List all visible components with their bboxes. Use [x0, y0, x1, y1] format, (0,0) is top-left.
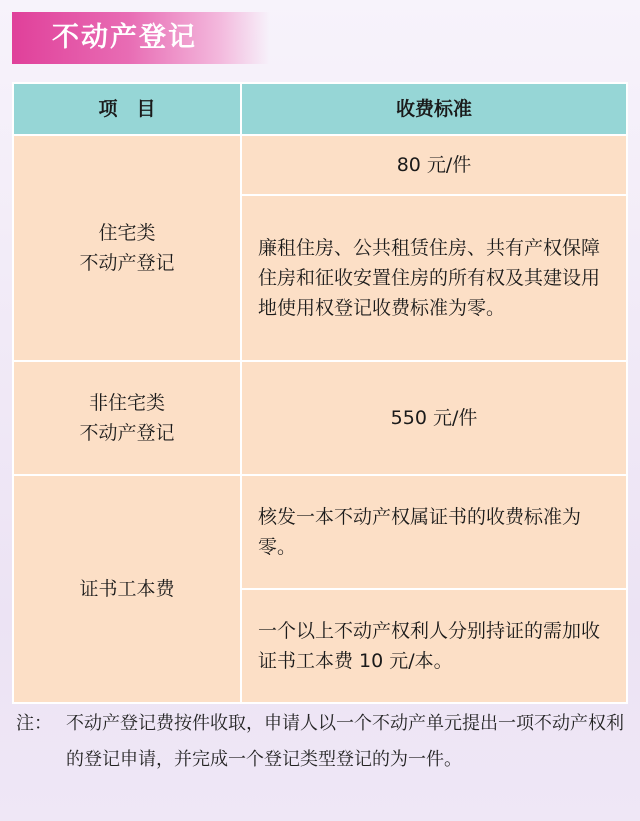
category-line: 非住宅类 — [88, 392, 165, 414]
category-line: 证书工本费 — [79, 578, 175, 600]
category-line: 不动产登记 — [79, 252, 175, 274]
footnote-text: 不动产登记费按件收取，申请人以一个不动产单元提出一项不动产权利的登记申请，并完成一个登记类型登记的为一件。 — [66, 713, 624, 770]
category-cell — [13, 475, 241, 703]
standard-cell: 核发一本不动产权属证书的收费标准为零。 — [241, 475, 627, 589]
standard-cell: 廉租住房、公共租赁住房、共有产权保障住房和征收安置住房的所有权及其建设用地使用权登记收费标准为零。 — [241, 195, 627, 361]
footnote — [16, 706, 628, 778]
table-row — [13, 361, 627, 475]
category-cell — [13, 361, 241, 475]
category-line: 住宅类 — [98, 222, 156, 244]
standard-cell: 550 元/件 — [241, 361, 627, 475]
section-title-banner — [12, 12, 270, 64]
footnote-label: 注： — [16, 713, 52, 734]
header-standard: 收费标准 — [241, 83, 627, 135]
fee-table — [12, 82, 628, 704]
category-cell — [13, 135, 241, 361]
table-row — [13, 475, 627, 589]
standard-cell: 一个以上不动产权利人分别持证的需加收证书工本费 10 元/本。 — [241, 589, 627, 703]
header-item: 项 目 — [13, 83, 241, 135]
table-header-row — [13, 83, 627, 135]
category-line: 不动产登记 — [79, 422, 175, 444]
standard-cell: 80 元/件 — [241, 135, 627, 195]
table-row — [13, 135, 627, 195]
section-title: 不动产登记 — [52, 22, 197, 53]
